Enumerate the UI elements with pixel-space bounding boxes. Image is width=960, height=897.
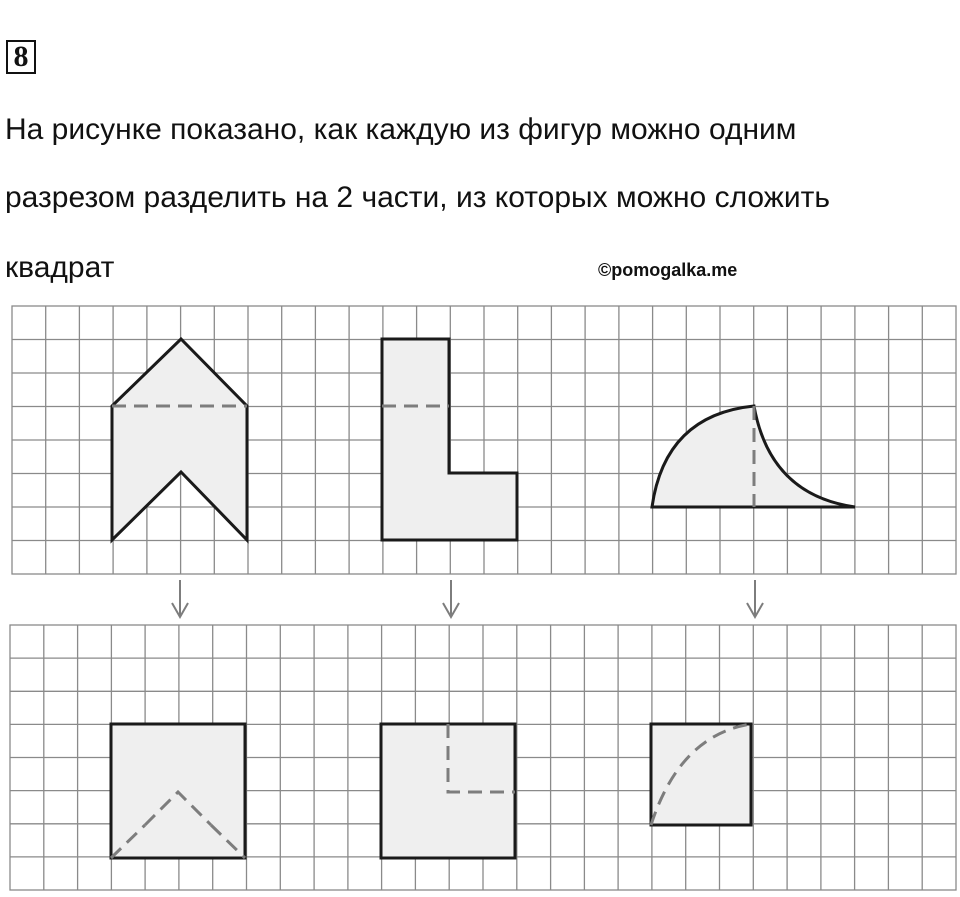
arrow-down-icon [172,580,188,617]
square-from-chevron [111,724,245,858]
arrow-down-icon [747,580,763,617]
task-text-line-1: На рисунке показано, как каждую из фигур можно одним [5,113,797,146]
arrow-down-icon [443,580,459,617]
arrows [172,580,763,617]
watermark: ©pomogalka.me [598,260,738,280]
task-text-line-2: разрезом разделить на 2 части, из которых можно сложить [5,181,830,214]
curved-shape [652,406,855,507]
square-from-l-shape [381,724,515,858]
chevron-shape [112,339,247,540]
task-number: 8 [6,40,36,74]
square-from-curved-shape [651,724,751,825]
task-text-line-3: квадрат [5,251,115,284]
